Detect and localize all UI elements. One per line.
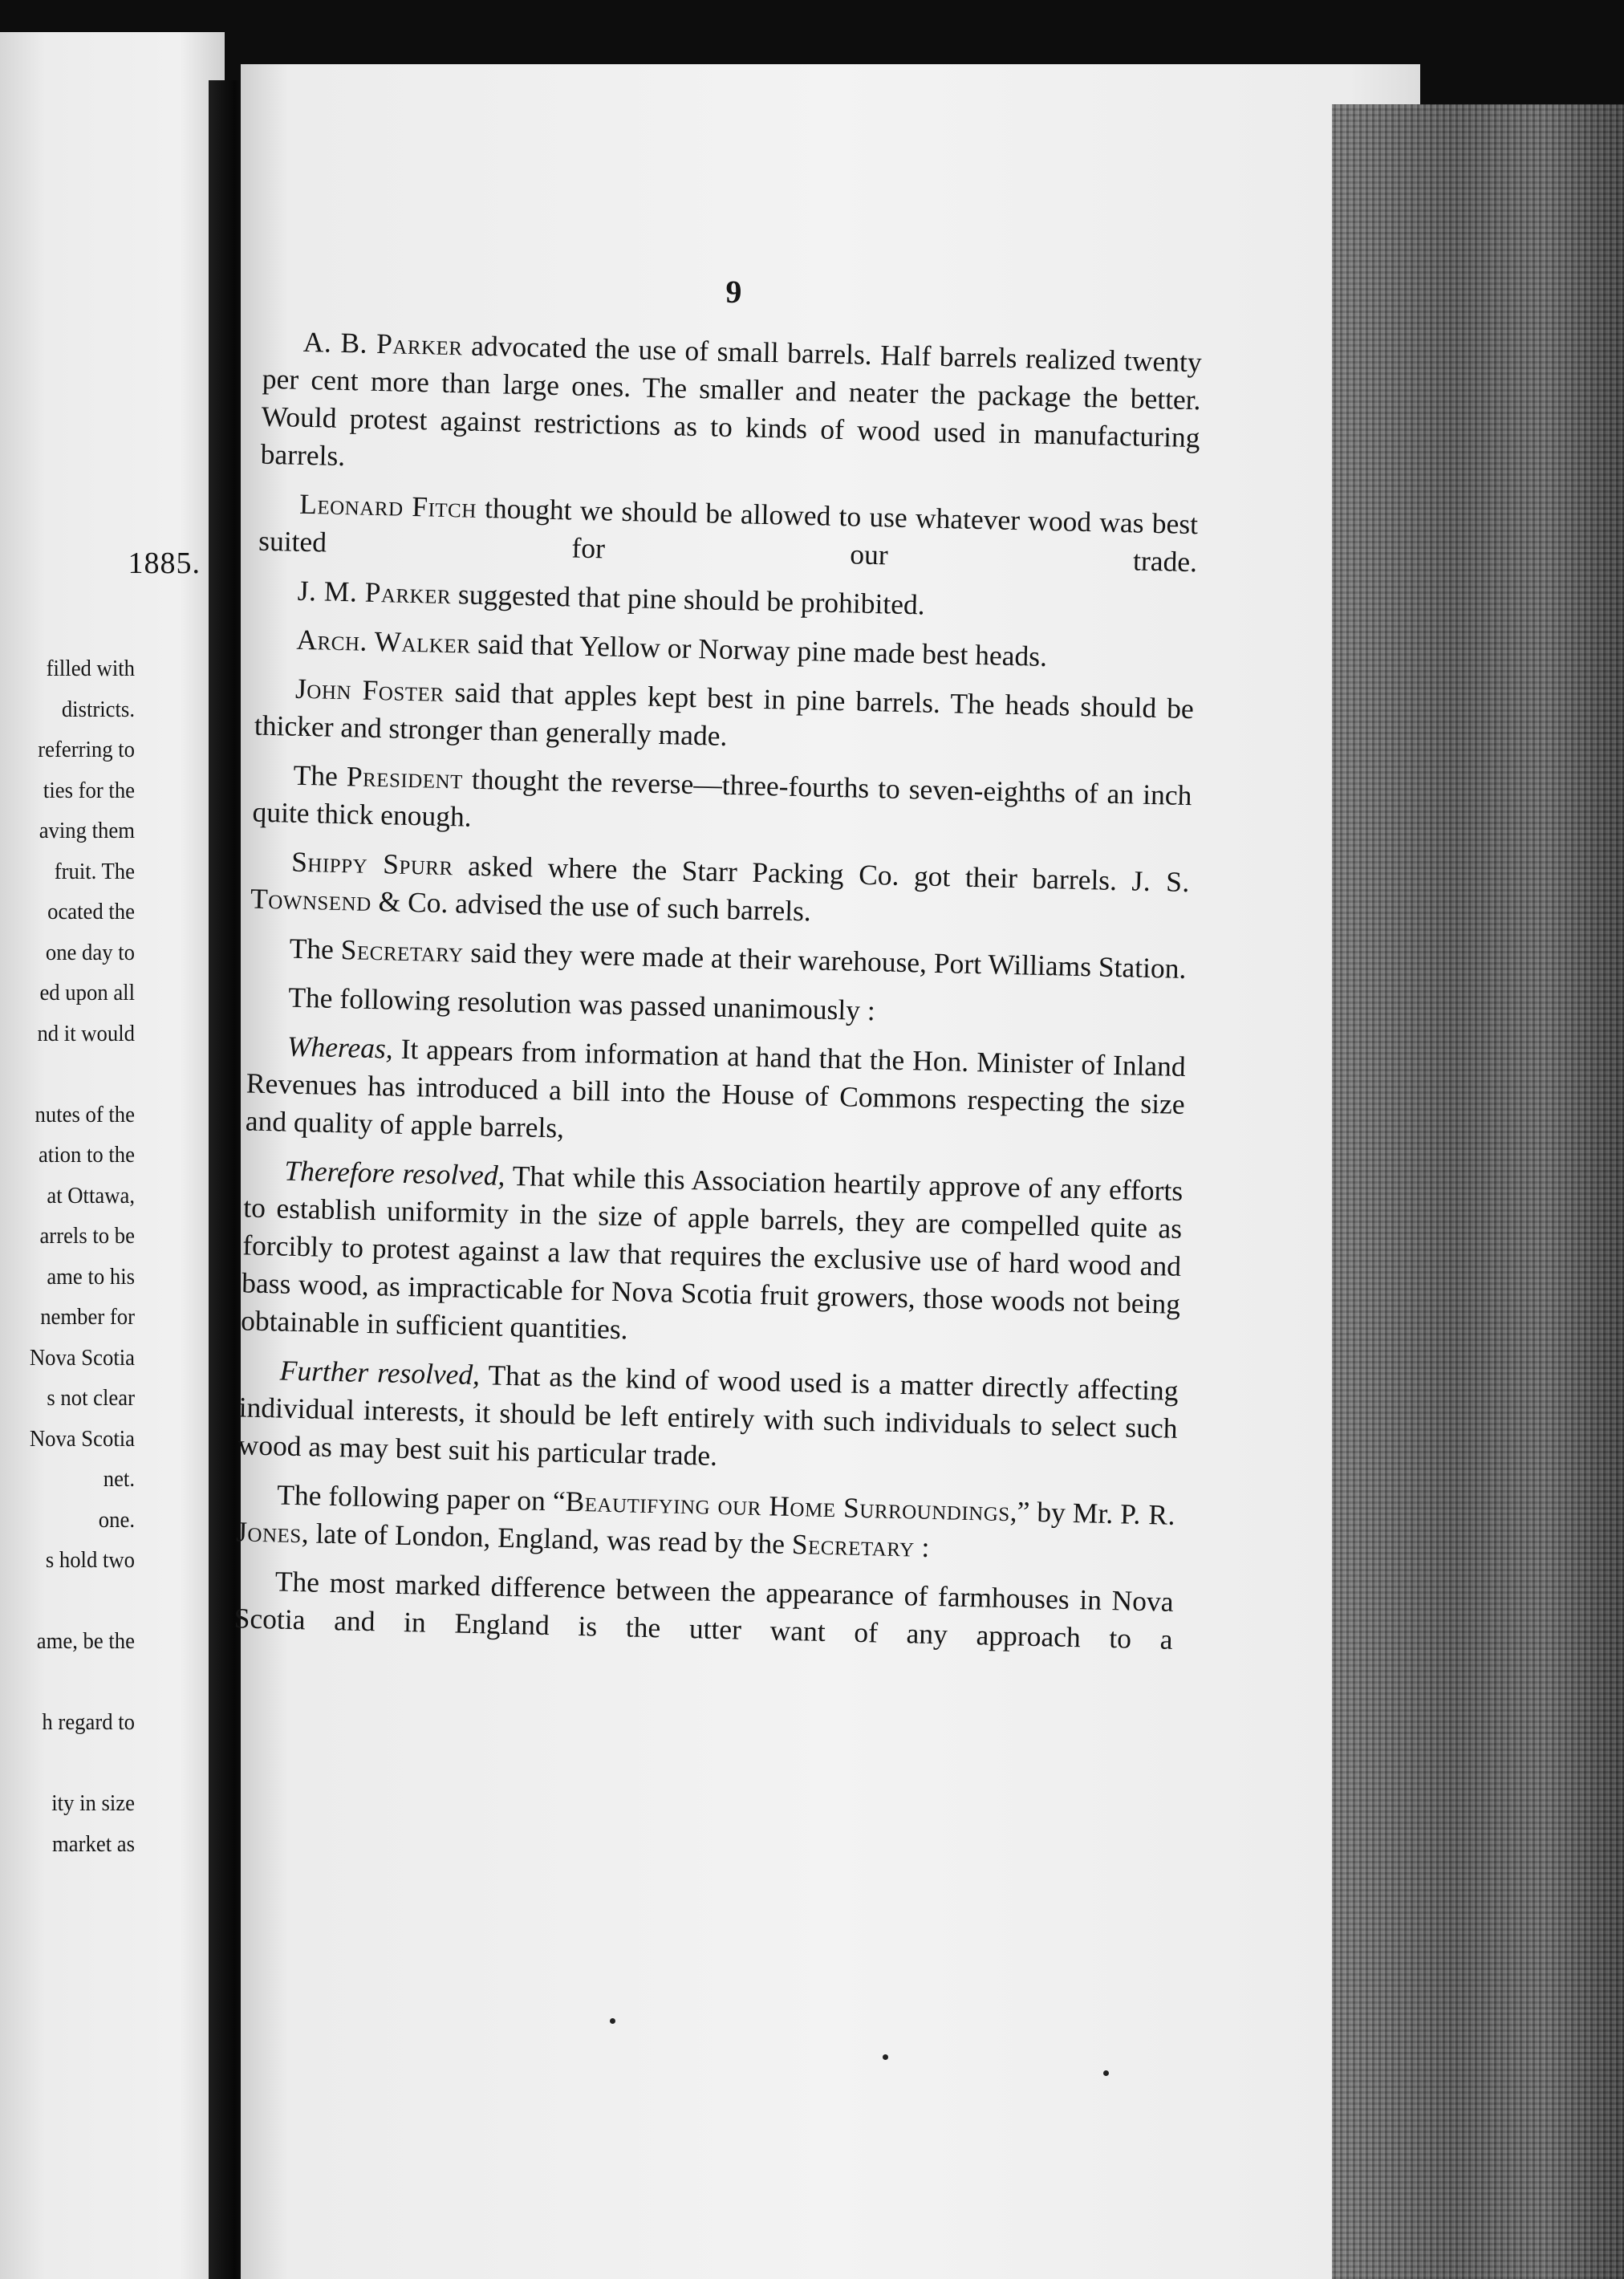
left-line: Nova Scotia	[29, 1344, 135, 1371]
paragraph-text: ,” by Mr.	[1009, 1495, 1121, 1530]
left-line: ation to the	[38, 1142, 135, 1168]
paragraph	[248, 977, 1188, 1037]
left-line: s hold two	[45, 1547, 135, 1573]
paragraph-lead: The following paper on “	[276, 1478, 566, 1517]
paragraph	[260, 323, 1202, 494]
left-line: ties for the	[43, 777, 135, 803]
left-line: h regard to	[42, 1709, 135, 1735]
left-page-text	[0, 648, 135, 1864]
paragraph-lead: The	[289, 932, 342, 966]
ink-speck	[1103, 2070, 1109, 2076]
left-line: aving them	[39, 818, 135, 843]
paragraph	[254, 669, 1195, 766]
left-line: Nova Scotia	[29, 1425, 135, 1452]
speaker-name: Secretary	[791, 1528, 916, 1563]
left-line: ocated the	[47, 899, 135, 924]
paragraph	[250, 843, 1191, 940]
speaker-name: Shippy Spurr	[290, 845, 454, 882]
paragraph	[257, 571, 1196, 631]
speaker-name: J. M. Parker	[297, 574, 452, 611]
paragraph	[256, 620, 1196, 680]
left-line: market as	[52, 1830, 135, 1857]
speaker-name: Leonard Fitch	[298, 487, 477, 524]
ink-speck	[610, 2018, 615, 2024]
speaker-name: P. R. Jones	[235, 1497, 1176, 1550]
left-line: s not clear	[47, 1385, 135, 1411]
paragraph-text: thought we should be allowed to use whatever wood was best suited for our trade.	[258, 491, 1199, 579]
paragraph-text: , late of London, England, was read by the	[301, 1517, 793, 1561]
left-line: ity in size	[51, 1790, 135, 1816]
left-page	[0, 32, 225, 2279]
paragraph-text: thought the reverse—three-fourths to seven-eighths of an inch quite thick enough.	[252, 762, 1192, 833]
paragraph	[236, 1475, 1176, 1572]
resolution-lead: Further resolved,	[279, 1354, 481, 1391]
paragraph	[252, 756, 1192, 853]
paragraph-text: said they were made at their warehouse, Port Williams Station.	[463, 936, 1187, 985]
speaker-name: John Foster	[294, 672, 445, 708]
left-line: districts.	[61, 696, 135, 722]
left-line: ed upon all	[39, 980, 135, 1005]
left-line: referring to	[38, 737, 135, 762]
left-line: ame to his	[47, 1263, 135, 1290]
left-line: fruit. The	[54, 858, 135, 884]
speaker-name: President	[346, 760, 464, 795]
speaker-name: J. S. Townsend	[250, 864, 1191, 917]
page-number: 9	[725, 273, 742, 311]
left-line	[10, 1581, 135, 1622]
paper-title: Beautifying our Home Surroundings	[565, 1485, 1011, 1528]
paragraph	[245, 1026, 1186, 1161]
left-line	[10, 1743, 135, 1784]
paragraph-text: said that Yellow or Norway pine made best heads.	[469, 627, 1048, 672]
paragraph-text: :	[914, 1530, 930, 1563]
speaker-name: Secretary	[340, 933, 465, 969]
paragraph-text: It appears from information at hand that the Hon. Minister of Inland Revenues has introduced a bill into the House of Commons respecting the size and quality of apple barrels,	[245, 1032, 1187, 1144]
left-line: nember for	[40, 1304, 135, 1330]
paragraph-text: That while this Association heartily approve of any efforts to establish uniformity in the size of apple barrels, they are compelled quite as forcibly to protest against a law that requires the exclusive use of hard wood and bass wood, as impracticable for Nova Scotia fruit growers, those woods not being obtainable in sufficient quantities.	[240, 1159, 1183, 1346]
left-line	[10, 1054, 135, 1095]
left-line: ame, be the	[36, 1628, 135, 1654]
ink-speck	[883, 2054, 888, 2060]
speaker-name: A. B. Parker	[302, 325, 464, 362]
speaker-name: Arch. Walker	[296, 623, 471, 660]
paragraph	[233, 1562, 1174, 1659]
paragraph-lead: The	[293, 758, 347, 793]
left-line: at Ottawa,	[47, 1182, 135, 1209]
page-edge-stack	[1332, 104, 1624, 2279]
paragraph-text: advocated the use of small barrels. Half barrels realized twenty per cent more than large ones. The smaller and neater the package the better. Would protest against restrictions as to kinds of wood used in manufacturing barrels.	[260, 329, 1203, 473]
left-line: arrels to be	[39, 1223, 135, 1249]
paragraph-text: suggested that pine should be prohibited.	[450, 578, 926, 621]
paragraph	[258, 485, 1199, 582]
resolution-lead: Whereas,	[286, 1030, 394, 1065]
paragraph-text: & Co. advised the use of such barrels.	[371, 884, 812, 928]
paragraph	[238, 1351, 1179, 1485]
left-line: one day to	[45, 939, 135, 965]
paragraph-text: The most marked difference between the appearance of farmhouses in Nova Scotia and in England is the utter want of any approach to a	[233, 1565, 1175, 1655]
left-page-year: 1885.	[128, 546, 201, 580]
left-line	[10, 1662, 135, 1703]
left-line: nutes of the	[35, 1101, 135, 1127]
paragraph	[241, 1151, 1183, 1360]
paragraph-text: The following resolution was passed unanimously :	[287, 981, 876, 1027]
page-text	[233, 262, 1204, 1670]
paragraph	[249, 929, 1188, 989]
resolution-lead: Therefore resolved,	[284, 1154, 505, 1192]
paragraph-text: asked where the Starr Packing Co. got their barrels.	[453, 849, 1133, 897]
paragraph-text: said that apples kept best in pine barrels. The heads should be thicker and stronger than generally made.	[254, 675, 1195, 752]
left-line: one.	[98, 1506, 135, 1533]
left-line: filled with	[46, 656, 135, 681]
paragraph-text: That as the kind of wood used is a matter directly affecting individual interests, it should be left entirely with such individuals to select such wood as may best suit his particular trade.	[238, 1359, 1179, 1472]
left-line: net.	[103, 1466, 135, 1492]
left-line: nd it would	[37, 1020, 135, 1046]
